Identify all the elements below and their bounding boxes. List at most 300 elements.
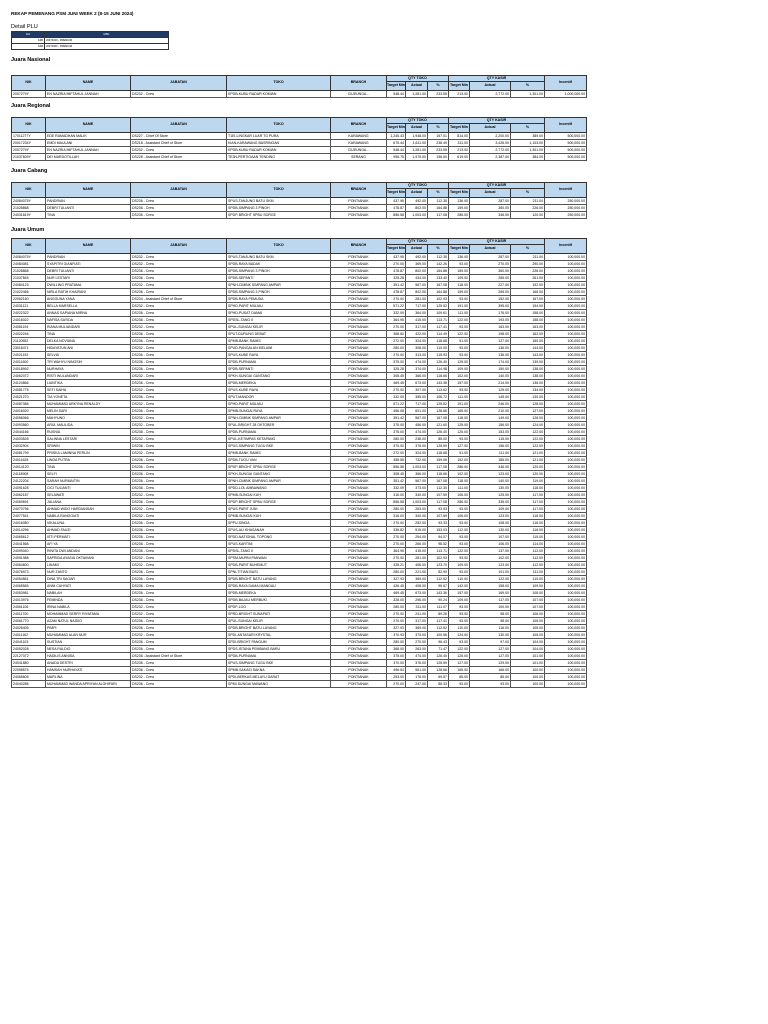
table-cell: PONTIANAK bbox=[331, 513, 387, 520]
table-cell: 673.00 bbox=[406, 590, 428, 597]
table-cell: SPDB-SIMPANG 3 PINOH bbox=[227, 205, 331, 212]
table-cell: EN NAZRIA MIFTAHUL JANNAH bbox=[46, 91, 131, 98]
header-target-min-kasir: Target Min bbox=[449, 189, 470, 198]
table-cell: SPUS-PARIT JUNI bbox=[227, 506, 331, 513]
table-cell: 21022466 bbox=[12, 289, 46, 296]
table-cell: 368.00 bbox=[387, 646, 406, 653]
table-juara-regional bbox=[11, 117, 587, 161]
table-cell: DEBRI TULIANTI bbox=[46, 205, 131, 212]
table-cell: 101.00 bbox=[511, 660, 545, 667]
header-target-min-kasir: Target Min bbox=[449, 245, 470, 254]
table-cell: 100,000.00 bbox=[545, 541, 587, 548]
table-cell: 376.00 bbox=[406, 443, 428, 450]
table-cell: DS232 - Crew bbox=[131, 422, 227, 429]
table-cell: 100,000.00 bbox=[545, 667, 587, 674]
header-jabatan: JABATAN bbox=[131, 239, 227, 254]
table-cell: PONTIANAK bbox=[331, 324, 387, 331]
table-cell: 100,000.00 bbox=[545, 520, 587, 527]
table-cell: SPDB-BAJAU MERBUKI bbox=[227, 597, 331, 604]
table-cell: 119.00 bbox=[511, 478, 545, 485]
table-cell: SPDB-SEPANTI bbox=[227, 275, 331, 282]
table-cell: PONTIANAK bbox=[331, 212, 387, 219]
table-cell: 100.00 bbox=[511, 667, 545, 674]
table-cell: 369.00 bbox=[406, 625, 428, 632]
table-cell: PONTIANAK bbox=[331, 569, 387, 576]
table-cell: SPDSL-TANG II bbox=[227, 317, 331, 324]
table-cell: 157.00 bbox=[449, 590, 470, 597]
table-cell: 24011600 bbox=[12, 359, 46, 366]
table-cell: 375.00 bbox=[387, 422, 406, 429]
table-cell: 374.00 bbox=[406, 366, 428, 373]
table-cell: 125.52 bbox=[428, 303, 449, 310]
table-juara-umum bbox=[11, 238, 587, 688]
table-cell: 100,000.00 bbox=[545, 296, 587, 303]
table-cell: PONTIANAK bbox=[331, 303, 387, 310]
table-cell: 311.00 bbox=[406, 604, 428, 611]
table-cell: DEBRI TULIANTI bbox=[46, 268, 131, 275]
table-cell: 24026405 bbox=[12, 625, 46, 632]
table-cell: SPUT-MANDOR bbox=[227, 394, 331, 401]
table-cell: DS232 - Crew bbox=[131, 513, 227, 520]
table-cell: PONTIANAK bbox=[331, 352, 387, 359]
table-cell: DS228 - Assistant Chief of Store bbox=[131, 154, 227, 161]
table-cell: 369.00 bbox=[406, 576, 428, 583]
table-cell: SPDB-BRIGHT BATU LAYANG bbox=[227, 576, 331, 583]
table-cell: 346.00 bbox=[470, 464, 511, 471]
table-cell: AHMAD WIDO HARDIANSAH bbox=[46, 506, 131, 513]
table-cell: 286.00 bbox=[449, 499, 470, 506]
table-cell: 324.00 bbox=[406, 338, 428, 345]
section-title-umum: Juara Umum bbox=[11, 227, 45, 233]
table-row bbox=[12, 310, 587, 317]
table-cell: 125.59 bbox=[428, 660, 449, 667]
table-cell: 270.00 bbox=[387, 618, 406, 625]
table-cell: 290.00 bbox=[511, 261, 545, 268]
table-row bbox=[12, 597, 587, 604]
table-cell: PONTIANAK bbox=[331, 415, 387, 422]
table-cell: 1,979.00 bbox=[406, 154, 428, 161]
table-cell: TINA bbox=[46, 212, 131, 219]
table-cell: SPDB-SEPANTI bbox=[227, 366, 331, 373]
table-cell: 478.87 bbox=[387, 205, 406, 212]
table-cell: 100,000.00 bbox=[545, 310, 587, 317]
table-cell: DS236 - Crew bbox=[131, 597, 227, 604]
table-row bbox=[12, 359, 587, 366]
table-cell: 856.58 bbox=[387, 464, 406, 471]
table-cell: 24118908 bbox=[12, 471, 46, 478]
table-cell: 191.00 bbox=[449, 401, 470, 408]
table-cell: 474.00 bbox=[406, 653, 428, 660]
table-cell: 955.75 bbox=[387, 154, 406, 161]
table-cell: 115.00 bbox=[470, 436, 511, 443]
table-cell: 100,000.00 bbox=[545, 289, 587, 296]
table-cell: 100.00 bbox=[470, 604, 511, 611]
table-cell: 144.00 bbox=[511, 345, 545, 352]
table-cell: SELFI bbox=[46, 471, 131, 478]
table-cell: NUR ZANTO bbox=[46, 569, 131, 576]
table-cell: 152.00 bbox=[449, 457, 470, 464]
table-cell: 125.52 bbox=[428, 401, 449, 408]
table-cell: 24011625 bbox=[12, 457, 46, 464]
table-cell: 105.00 bbox=[511, 625, 545, 632]
table-cell: PONTIANAK bbox=[331, 618, 387, 625]
table-juara-cabang bbox=[11, 182, 587, 219]
table-cell: AFI YA bbox=[46, 541, 131, 548]
table-cell: 163.00 bbox=[470, 324, 511, 331]
table-cell: 150.00 bbox=[511, 338, 545, 345]
table-cell: 117.08 bbox=[428, 212, 449, 219]
table-cell: DS232 - Crew bbox=[131, 604, 227, 611]
table-cell: 24065605 bbox=[12, 674, 46, 681]
table-cell: 308.45 bbox=[387, 471, 406, 478]
header-qty-kasir: QTY KASIR bbox=[449, 76, 545, 82]
table-cell: 1,611.00 bbox=[406, 140, 428, 147]
table-cell: 280.00 bbox=[387, 436, 406, 443]
header-target-min-kasir: Target Min bbox=[449, 124, 470, 133]
table-cell: 406.00 bbox=[406, 562, 428, 569]
table-cell: 263.00 bbox=[406, 646, 428, 653]
table-row bbox=[12, 583, 587, 590]
table-cell: SPMB-SUNGAI KUH bbox=[227, 513, 331, 520]
table-cell: 266.00 bbox=[406, 541, 428, 548]
table-cell: DS236 - Crew bbox=[131, 478, 227, 485]
table-row bbox=[12, 205, 587, 212]
table-cell: 100,000.00 bbox=[545, 625, 587, 632]
table-cell: 270.00 bbox=[387, 261, 406, 268]
table-cell: 122.00 bbox=[511, 429, 545, 436]
table-cell: KARAWANG bbox=[331, 140, 387, 147]
table-cell: NABILAH bbox=[46, 590, 131, 597]
table-cell: 100,000.00 bbox=[545, 674, 587, 681]
table-cell: 24011162 bbox=[12, 632, 46, 639]
table-cell: 351.42 bbox=[387, 478, 406, 485]
table-cell: 21028868 bbox=[12, 205, 46, 212]
table-cell: DS227 - Chief Of Store bbox=[131, 133, 227, 140]
table-cell: 17011277Y bbox=[12, 133, 46, 140]
table-cell: DS236 - Crew bbox=[131, 443, 227, 450]
detail-plu-cell: F&B bbox=[12, 44, 45, 50]
table-cell: 351.42 bbox=[387, 415, 406, 422]
table-cell: DS236 - Crew bbox=[131, 310, 227, 317]
table-cell: KARAWANG bbox=[331, 133, 387, 140]
table-cell: 233.55 bbox=[428, 91, 449, 98]
table-cell: 130.00 bbox=[470, 485, 511, 492]
table-cell: PONTIANAK bbox=[331, 443, 387, 450]
table-row bbox=[12, 562, 587, 569]
table-cell: 129.00 bbox=[470, 660, 511, 667]
table-cell: SPNH-CIMBIK SIMPANG AMPAR bbox=[227, 478, 331, 485]
table-cell: PONTIANAK bbox=[331, 387, 387, 394]
table-cell: MARLINA bbox=[46, 674, 131, 681]
header-qty-kasir: QTY KASIR bbox=[449, 118, 545, 124]
table-cell: 127.00 bbox=[449, 660, 470, 667]
table-row bbox=[12, 154, 587, 161]
table-cell: SPDP-BRIGHT SPBU SORGE bbox=[227, 499, 331, 506]
table-row bbox=[12, 352, 587, 359]
table-cell: FEMINDA bbox=[46, 597, 131, 604]
table-cell: 122.00 bbox=[470, 576, 511, 583]
table-cell: 112.00 bbox=[511, 555, 545, 562]
table-cell: 246.00 bbox=[470, 401, 511, 408]
table-cell: DS232 - Crew bbox=[131, 562, 227, 569]
header-name: NAME bbox=[46, 183, 131, 198]
table-cell: 122.00 bbox=[511, 436, 545, 443]
header-qty-toko: QTY TOKO bbox=[387, 239, 449, 245]
table-cell: SPHD-PARIT MIUJAU bbox=[227, 401, 331, 408]
table-cell: 107.59 bbox=[428, 513, 449, 520]
table-cell: 105.00 bbox=[511, 618, 545, 625]
table-row bbox=[12, 527, 587, 534]
table-cell: SETI SAIHA bbox=[46, 387, 131, 394]
table-cell: 24091988 bbox=[12, 555, 46, 562]
table-cell: 118.68 bbox=[428, 338, 449, 345]
table-cell: 100,000.00 bbox=[545, 373, 587, 380]
table-cell: 166.00 bbox=[511, 289, 545, 296]
detail-plu-header-mbg: MBG bbox=[45, 32, 169, 38]
table-cell: SAPRIDA AYASIA OKTAVIANI bbox=[46, 555, 131, 562]
table-cell: 102.00 bbox=[449, 373, 470, 380]
table-row bbox=[12, 324, 587, 331]
table-row bbox=[12, 506, 587, 513]
table-cell: 167.08 bbox=[428, 415, 449, 422]
table-cell: 327.93 bbox=[387, 576, 406, 583]
table-cell: DS236 - Crew bbox=[131, 590, 227, 597]
table-cell: 140.00 bbox=[470, 478, 511, 485]
table-cell: 198.00 bbox=[470, 331, 511, 338]
table-cell: 116.00 bbox=[470, 625, 511, 632]
table-cell: 93.00 bbox=[449, 618, 470, 625]
table-cell: 24069691 bbox=[12, 499, 46, 506]
table-cell: JULIANA bbox=[46, 499, 131, 506]
table-cell: 118.66 bbox=[428, 373, 449, 380]
header-incentif: Incentif bbox=[545, 239, 587, 254]
table-cell: 567.00 bbox=[406, 478, 428, 485]
table-cell: DS236 - Crew bbox=[131, 660, 227, 667]
table-cell: 100,000.00 bbox=[545, 429, 587, 436]
table-cell: 561.00 bbox=[406, 667, 428, 674]
table-cell: 136.00 bbox=[449, 198, 470, 205]
table-cell: 110.00 bbox=[428, 345, 449, 352]
table-cell: 100,000.00 bbox=[545, 254, 587, 261]
table-cell: 109.00 bbox=[511, 583, 545, 590]
table-cell: 114.49 bbox=[428, 331, 449, 338]
table-row bbox=[12, 408, 587, 415]
table-cell: SPUD-PANGALAN MELAWI bbox=[227, 345, 331, 352]
table-cell: SPDB-SIMPANG 3 PINOH bbox=[227, 289, 331, 296]
table-cell: 158.00 bbox=[470, 583, 511, 590]
table-cell: 192.00 bbox=[511, 282, 545, 289]
table-cell: DS232 - Crew bbox=[131, 282, 227, 289]
table-cell: DINA TRI SAGAR bbox=[46, 576, 131, 583]
table-cell: 389.00 bbox=[511, 133, 545, 140]
table-row bbox=[12, 380, 587, 387]
table-cell: 163.00 bbox=[511, 324, 545, 331]
table-cell: SARAH NURMAITIN bbox=[46, 478, 131, 485]
table-cell: 123.00 bbox=[470, 562, 511, 569]
table-cell: MUHAMMAD ARKYNA RENALDY bbox=[46, 401, 131, 408]
table-cell: KPDB-KUBU RADAR KOMIAN bbox=[227, 91, 331, 98]
table-row bbox=[12, 492, 587, 499]
table-cell: 500,000.00 bbox=[545, 147, 587, 154]
table-row bbox=[12, 499, 587, 506]
table-cell: 2007279Y bbox=[12, 147, 46, 154]
table-cell: TIA YONETA bbox=[46, 394, 131, 401]
header-nik: NIK bbox=[12, 239, 46, 254]
table-cell: 91.00 bbox=[449, 338, 470, 345]
table-cell: 281.00 bbox=[406, 296, 428, 303]
table-cell: 24093560 bbox=[12, 422, 46, 429]
table-cell: MUHAMMAD ALAN NUR bbox=[46, 632, 131, 639]
table-cell: 71.47 bbox=[428, 646, 449, 653]
table-cell: DS236 - Crew bbox=[131, 583, 227, 590]
table-cell: SUSTIAN bbox=[46, 639, 131, 646]
table-cell: 167.08 bbox=[428, 282, 449, 289]
table-cell: 100,000.00 bbox=[545, 513, 587, 520]
table-cell: DS236 - Crew bbox=[131, 527, 227, 534]
table-cell: DS232 - Crew bbox=[131, 345, 227, 352]
header-nik: NIK bbox=[12, 118, 46, 133]
table-cell: 408.00 bbox=[406, 583, 428, 590]
table-cell: 1,245.43 bbox=[387, 133, 406, 140]
table-cell: 567.00 bbox=[406, 282, 428, 289]
table-cell: 93.00 bbox=[449, 555, 470, 562]
table-cell: SPDB-RAYA BADAK bbox=[227, 261, 331, 268]
table-cell: PONTIANAK bbox=[331, 555, 387, 562]
table-cell: 120.00 bbox=[511, 464, 545, 471]
table-cell: 717.00 bbox=[406, 303, 428, 310]
header-actual-kasir: Actual bbox=[470, 124, 511, 133]
table-cell: 112.00 bbox=[511, 548, 545, 555]
table-cell: 137.00 bbox=[470, 548, 511, 555]
table-cell: 128.66 bbox=[428, 667, 449, 674]
table-cell: 100,000.00 bbox=[545, 387, 587, 394]
table-row bbox=[12, 387, 587, 394]
table-cell: 100,000.00 bbox=[545, 583, 587, 590]
table-cell: 24122204 bbox=[12, 478, 46, 485]
table-cell: SPHD-PARIT MIUJAU bbox=[227, 303, 331, 310]
header-nik: NIK bbox=[12, 183, 46, 198]
table-cell: 130.00 bbox=[511, 394, 545, 401]
table-cell: 22127072 bbox=[12, 653, 46, 660]
table-cell: 126.40 bbox=[428, 359, 449, 366]
table-cell: PONTIANAK bbox=[331, 646, 387, 653]
table-cell: 478.87 bbox=[387, 268, 406, 275]
table-cell: 24041880 bbox=[12, 660, 46, 667]
table-cell: 456.08 bbox=[387, 408, 406, 415]
table-cell: 102.93 bbox=[428, 296, 449, 303]
table-row bbox=[12, 576, 587, 583]
table-cell: DS236 - Crew bbox=[131, 639, 227, 646]
table-cell: 122.00 bbox=[511, 443, 545, 450]
table-cell: 370.00 bbox=[387, 660, 406, 667]
table-cell: SPMI-SUNGAI MAWANG bbox=[227, 681, 331, 688]
table-cell: 24124866 bbox=[12, 380, 46, 387]
table-row bbox=[12, 422, 587, 429]
table-cell: 159.00 bbox=[449, 268, 470, 275]
table-cell: 130.00 bbox=[470, 527, 511, 534]
table-cell: PRISKA LAMINNA PERLIN bbox=[46, 450, 131, 457]
header-pct-kasir: % bbox=[511, 82, 545, 91]
table-cell: SPDB-PURNAMA bbox=[227, 653, 331, 660]
table-cell: 115.00 bbox=[511, 534, 545, 541]
table-cell: DS236 - Crew bbox=[131, 646, 227, 653]
table-cell: SPDP-BRIGHT SPBU SORGE bbox=[227, 212, 331, 219]
table-cell: PONTIANAK bbox=[331, 471, 387, 478]
table-cell: 134.00 bbox=[511, 387, 545, 394]
table-cell: 128.00 bbox=[511, 401, 545, 408]
table-cell: 415.00 bbox=[406, 548, 428, 555]
table-cell: 370.93 bbox=[387, 632, 406, 639]
table-cell: 233.55 bbox=[428, 147, 449, 154]
table-cell: 112.00 bbox=[511, 562, 545, 569]
table-cell: 108.00 bbox=[470, 520, 511, 527]
table-cell: SPMB-SUNGAI KUH bbox=[227, 492, 331, 499]
table-cell: LINDA PUTRA bbox=[46, 457, 131, 464]
table-cell: 24087086 bbox=[12, 401, 46, 408]
table-cell: 384.00 bbox=[511, 154, 545, 161]
table-cell: DS232 - Crew bbox=[131, 387, 227, 394]
table-cell: SPUL-SUNGAI KELIR bbox=[227, 324, 331, 331]
table-cell: 270.00 bbox=[387, 681, 406, 688]
table-cell: SPNH-CIMBIK SIMPANG AMPAR bbox=[227, 282, 331, 289]
header-incentif: Incentif bbox=[545, 118, 587, 133]
table-cell: 100,000.00 bbox=[545, 443, 587, 450]
table-cell: 116.00 bbox=[511, 513, 545, 520]
table-cell: 117.41 bbox=[428, 324, 449, 331]
table-cell: DS232 - Crew bbox=[131, 632, 227, 639]
table-cell: DS236 - Crew bbox=[131, 380, 227, 387]
table-cell: 102.93 bbox=[428, 555, 449, 562]
table-cell: 100,000.00 bbox=[545, 681, 587, 688]
table-cell: 112.52 bbox=[428, 625, 449, 632]
table-row bbox=[12, 296, 587, 303]
table-cell: SPUS-TANJUNG BATU SKM bbox=[227, 254, 331, 261]
table-cell: 185.00 bbox=[470, 457, 511, 464]
table-cell: SPDB-MERDEKA bbox=[227, 590, 331, 597]
table-cell: 98.52 bbox=[428, 541, 449, 548]
table-cell: 280.00 bbox=[387, 639, 406, 646]
table-cell: 24084123 bbox=[12, 282, 46, 289]
table-cell: 127.00 bbox=[449, 443, 470, 450]
table-cell: 112.35 bbox=[428, 198, 449, 205]
table-cell: 95.67 bbox=[428, 583, 449, 590]
table-cell: 100,000.00 bbox=[545, 618, 587, 625]
table-cell: 127.00 bbox=[470, 338, 511, 345]
table-cell: 20017234Y bbox=[12, 140, 46, 147]
table-cell: PONTIANAK bbox=[331, 611, 387, 618]
table-cell: 126.40 bbox=[428, 653, 449, 660]
table-cell: 109.00 bbox=[449, 597, 470, 604]
table-cell: PONTIANAK bbox=[331, 345, 387, 352]
table-cell: 153.03 bbox=[428, 527, 449, 534]
table-cell: 515.00 bbox=[406, 527, 428, 534]
table-cell: 22052160 bbox=[12, 296, 46, 303]
table-cell: 238.49 bbox=[428, 140, 449, 147]
table-row bbox=[12, 674, 587, 681]
table-cell: 24016020 bbox=[12, 408, 46, 415]
table-cell: PONTIANAK bbox=[331, 373, 387, 380]
table-cell: CIUEUNGA... bbox=[331, 147, 387, 154]
table-cell: SPDS-ISTANA PEMBANG BARU bbox=[227, 646, 331, 653]
table-cell: 21037845 bbox=[12, 275, 46, 282]
table-cell: 143.36 bbox=[428, 590, 449, 597]
table-cell: RINITA DWI ANDANI bbox=[46, 548, 131, 555]
table-cell: DS236 - Crew bbox=[131, 499, 227, 506]
table-cell: 308.45 bbox=[387, 373, 406, 380]
table-cell: DS236 - Crew bbox=[131, 331, 227, 338]
header-pct-kasir: % bbox=[511, 189, 545, 198]
table-cell: 500,000.00 bbox=[545, 133, 587, 140]
